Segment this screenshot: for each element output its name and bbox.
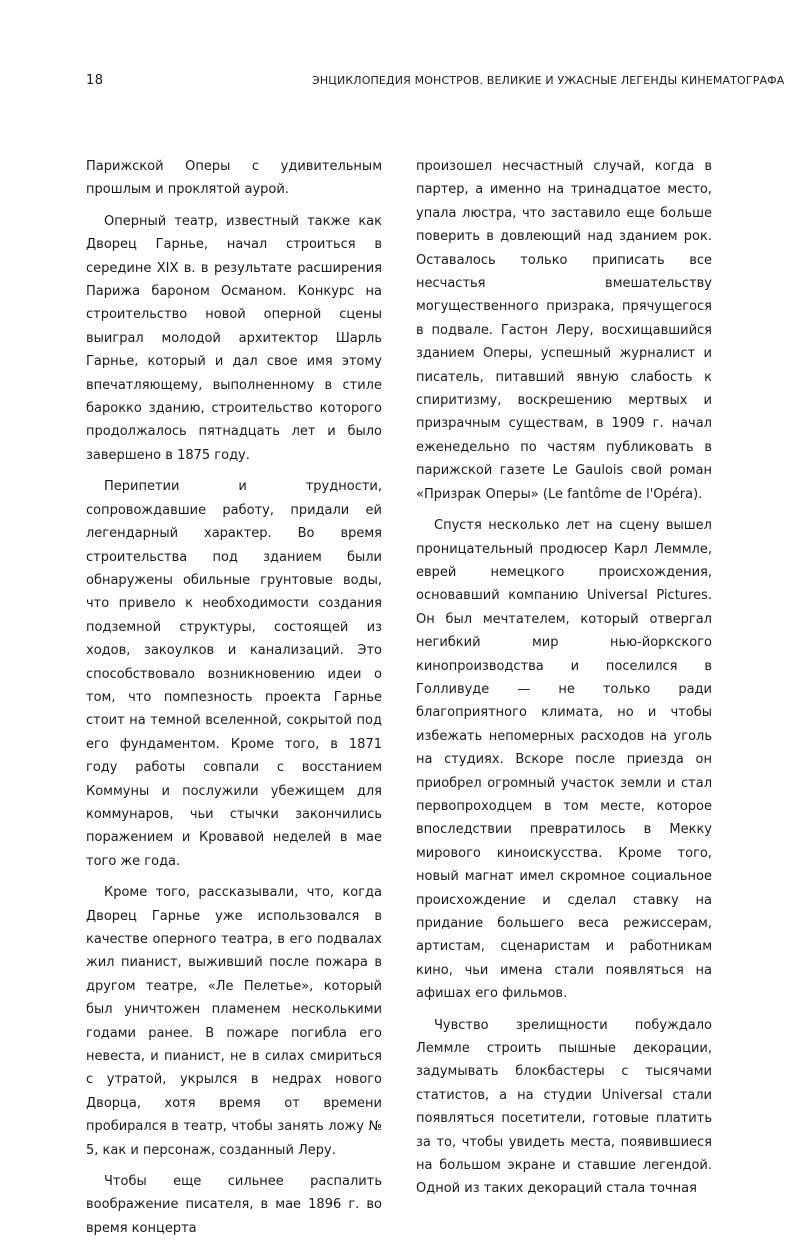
paragraph: Перипетии и трудности, сопровождавшие работу, придали ей легендарный характер. Во время строительства под зданием были обнаружены обильные грунтовые воды, что привело к необходимости создания подземной структуры, состоящей из ходов, закоулков и канализаций. Это способствовало возникновению идеи о том, что помпезность проекта Гарнье стоит на темной вселенной, сокрытой под его фундаментом. Кроме того, в 1871 году работы совпали с восстанием Коммуны и послужили убежищем для коммунаров, чьи стычки закончились поражением и Кровавой неделей в мае того же года. <box>86 479 382 869</box>
paragraph: Парижской Оперы с удивительным прошлым и проклятой аурой. <box>86 159 382 198</box>
left-column <box>86 155 382 1240</box>
paragraph: произошел несчастный случай, когда в партер, а именно на тринадцатое место, упала люстра, что заставило еще больше поверить в довлеющий над зданием рок. Оставалось только приписать все несчастья вмешательству могущественного призрака, прячущегося в подвале. Гастон Леру, восхищавшийся зданием Оперы, успешный журналист и писатель, питавший явную слабость к спиритизму, воскрешению мертвых и призрачным существам, в 1909 г. начал еженедельно по частям публиковать в парижской газете Le Gaulois свой роман «Призрак Оперы» (Le fantôme de l'Opéra). <box>416 159 712 502</box>
running-header: ЭНЦИКЛОПЕДИЯ МОНСТРОВ. ВЕЛИКИЕ И УЖАСНЫЕ ЛЕГЕНДЫ КИНЕМАТОГРАФА <box>312 74 785 87</box>
paragraph: Оперный театр, известный также как Дворец Гарнье, начал строиться в середине XIX в. в результате расширения Парижа бароном Османом. Конкурс на строительство новой оперной сцены выиграл молодой архитектор Шарль Гарнье, который и дал свое имя этому впечатляющему, выполненному в стиле барокко зданию, строительство которого продолжалось пятнадцать лет и было завершено в 1875 году. <box>86 213 382 463</box>
paragraph: Чувство зрелищности побуждало Леммле строить пышные декорации, задумывать блокбастеры с тысячами статистов, а на студии Universal стали появляться посетители, готовые платить за то, чтобы увидеть места, появившиеся на большом экране и ставшие легендой. Одной из таких декораций стала точная <box>416 1017 712 1197</box>
paragraph: Спустя несколько лет на сцену вышел проницательный продюсер Карл Леммле, еврей немецкого происхождения, основавший компанию Universal Pictures. Он был мечтателем, который отвергал негибкий мир нью-йоркского кинопроизводства и поселился в Голливуде — не только ради благоприятного климата, но и чтобы избежать непомерных расходов на уголь на студиях. Вскоре после приезда он приобрел огромный участок земли и стал первопроходцем в том месте, которое впоследствии превратилось в Мекку мирового киноискусства. Кроме того, новый магнат имел скромное социальное происхождение и сделал ставку на придание большего веса режиссерам, артистам, сценаристам и работникам кино, чьи имена стали появляться на афишах его фильмов. <box>416 518 712 1002</box>
page-number: 18 <box>86 73 104 88</box>
paragraph: Чтобы еще сильнее распалить воображение писателя, в мае 1896 г. во время концерта <box>86 1174 382 1236</box>
right-column <box>416 155 712 1201</box>
paragraph: Кроме того, рассказывали, что, когда Дворец Гарнье уже использовался в качестве оперного театра, в его подвалах жил пианист, выживший после пожара в другом театре, «Ле Пелетье», который был уничтожен пламенем несколькими годами ранее. В пожаре погибла его невеста, и пианист, не в силах смириться с утратой, укрылся в недрах нового Дворца, хотя время от времени пробирался в театр, чтобы занять ложу № 5, как и персонаж, созданный Леру. <box>86 885 382 1158</box>
